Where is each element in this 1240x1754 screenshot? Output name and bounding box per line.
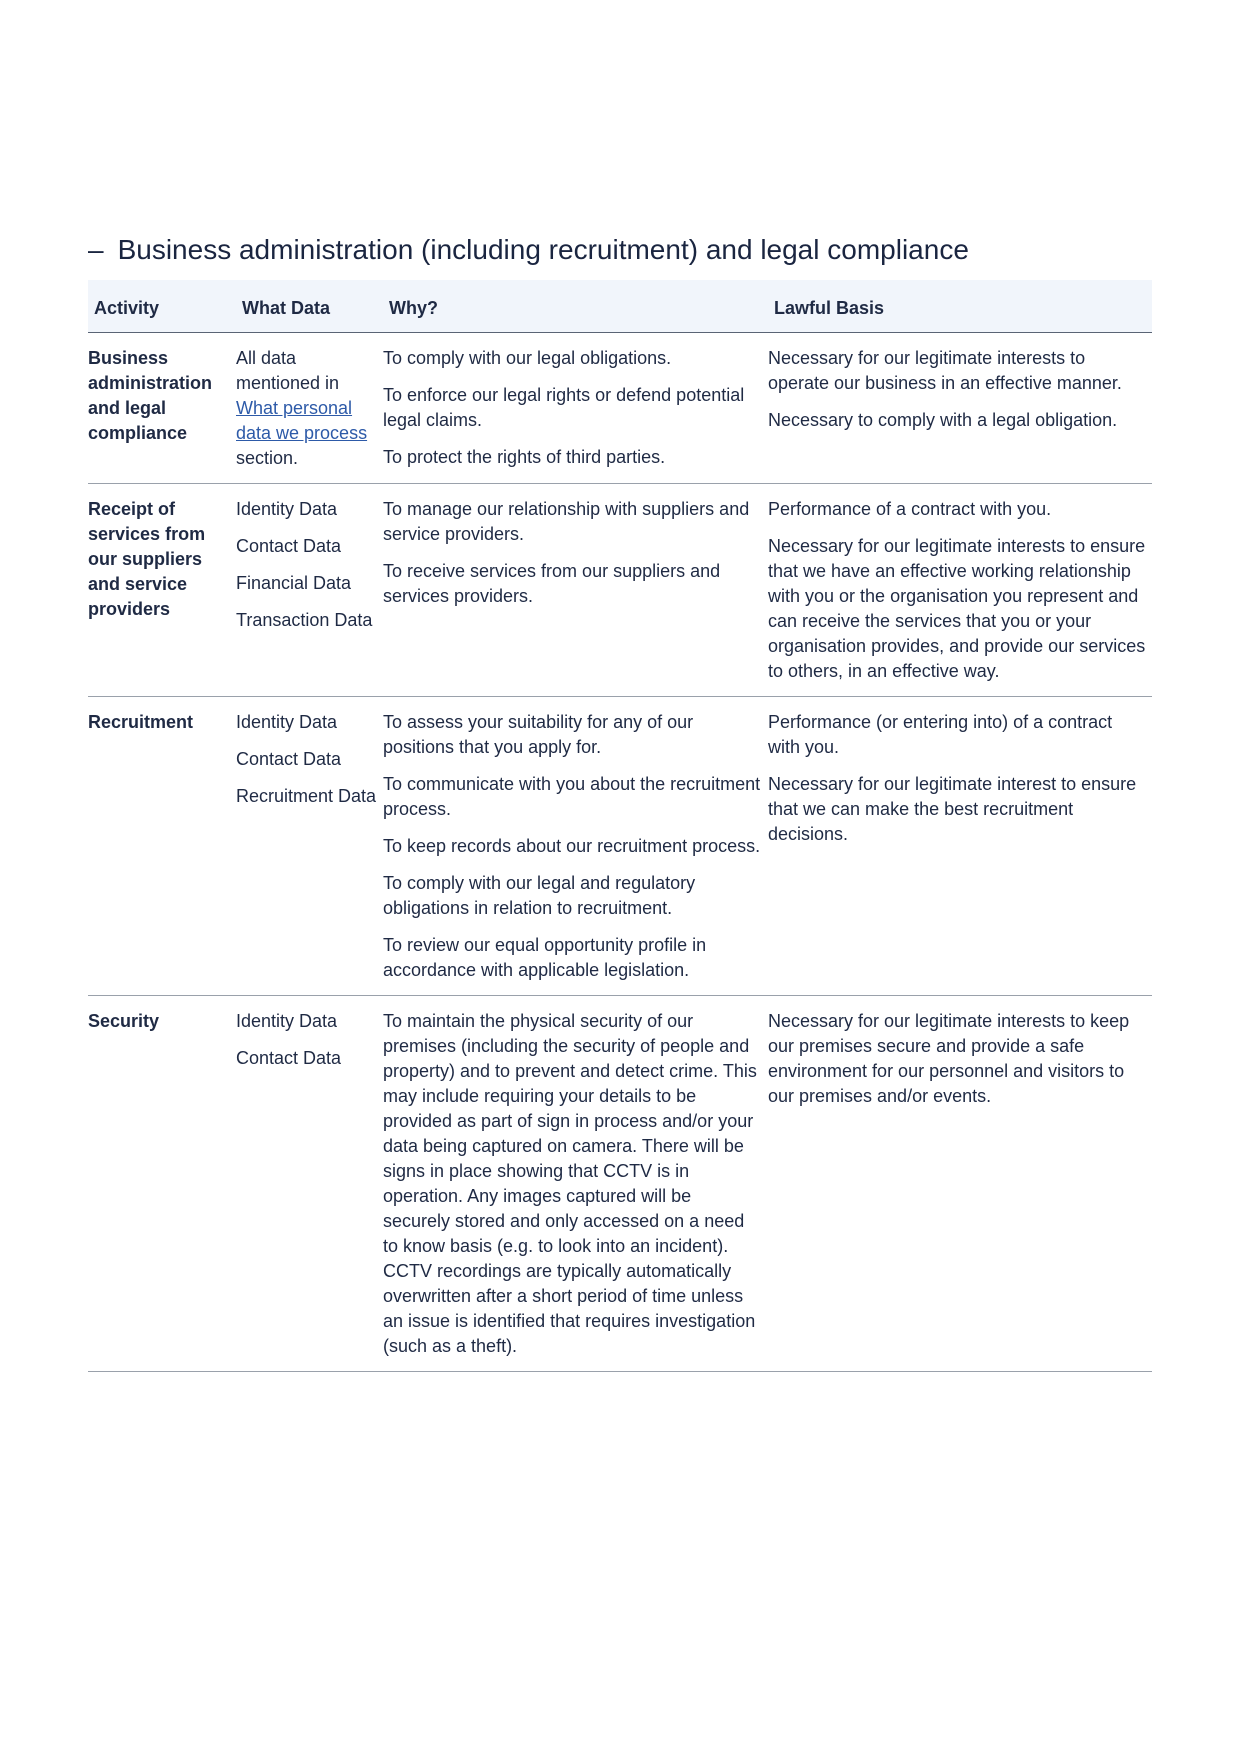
why-paragraph: To maintain the physical security of our premises (including the security of people and property) and to prevent and detect crime. This may include requiring your details to be provided as part of sign in process and/or your data being captured on camera. There will be signs in place showing that CCTV is in operation. Any images captured will be securely stored and only accessed on a need to know basis (e.g. to look into an incident). CCTV recordings are typically automatically overwritten after a short period of time unless an issue is identified that requires investigation (such as a theft). xyxy=(383,1011,757,1356)
why-cell xyxy=(383,484,768,697)
activity-cell: Receipt of services from our suppliers and service providers xyxy=(88,484,236,697)
table-row xyxy=(88,996,1152,1372)
why-paragraph: To receive services from our suppliers and services providers. xyxy=(383,561,721,606)
why-paragraph: To communicate with you about the recruitment process. xyxy=(383,774,761,819)
heading-title: Business administration (including recruitment) and legal compliance xyxy=(117,234,969,265)
lawful-basis-paragraph: Necessary for our legitimate interests to ensure that we have an effective working relationship with you or the organisation you represent and can receive the services that you or your organisation provides, and provide our services to others, in an effective way. xyxy=(768,536,1146,681)
lawful-basis-cell xyxy=(768,697,1152,996)
table-header xyxy=(88,280,1152,333)
data-category: Financial Data xyxy=(236,573,352,593)
data-category: Contact Data xyxy=(236,536,342,556)
what-data-text: All data mentioned in xyxy=(236,348,340,393)
what-data-text: section. xyxy=(236,448,299,468)
header-row xyxy=(88,280,1152,333)
heading-dash: – xyxy=(88,234,104,265)
lawful-basis-cell xyxy=(768,333,1152,484)
why-paragraph: To protect the rights of third parties. xyxy=(383,447,666,467)
lawful-basis-paragraph: Necessary for our legitimate interest to ensure that we can make the best recruitment decisions. xyxy=(768,774,1137,844)
activity-cell: Recruitment xyxy=(88,697,236,996)
activity-cell: Business administration and legal compliance xyxy=(88,333,236,484)
why-paragraph: To keep records about our recruitment process. xyxy=(383,836,761,856)
activity-cell: Security xyxy=(88,996,236,1372)
header-why: Why? xyxy=(383,280,768,333)
lawful-basis-paragraph: Performance of a contract with you. xyxy=(768,499,1052,519)
lawful-basis-paragraph: Necessary for our legitimate interests to keep our premises secure and provide a safe environment for our personnel and visitors to our premises and/or events. xyxy=(768,1011,1130,1106)
table-row xyxy=(88,484,1152,697)
why-paragraph: To enforce our legal rights or defend potential legal claims. xyxy=(383,385,745,430)
processing-table xyxy=(88,280,1152,1372)
data-category: Identity Data xyxy=(236,499,338,519)
why-cell xyxy=(383,697,768,996)
data-category: Transaction Data xyxy=(236,610,373,630)
why-paragraph: To review our equal opportunity profile in accordance with applicable legislation. xyxy=(383,935,707,980)
why-cell xyxy=(383,996,768,1372)
why-paragraph: To comply with our legal and regulatory obligations in relation to recruitment. xyxy=(383,873,696,918)
data-category: Identity Data xyxy=(236,1011,338,1031)
lawful-basis-paragraph: Performance (or entering into) of a contract with you. xyxy=(768,712,1113,757)
lawful-basis-paragraph: Necessary for our legitimate interests to operate our business in an effective manner. xyxy=(768,348,1122,393)
table-row xyxy=(88,333,1152,484)
why-paragraph: To assess your suitability for any of our positions that you apply for. xyxy=(383,712,694,757)
why-cell xyxy=(383,333,768,484)
why-paragraph: To manage our relationship with suppliers and service providers. xyxy=(383,499,750,544)
data-category: Identity Data xyxy=(236,712,338,732)
lawful-basis-paragraph: Necessary to comply with a legal obligation. xyxy=(768,410,1118,430)
what-data-cell xyxy=(236,484,383,697)
table-body xyxy=(88,333,1152,1372)
data-category: Contact Data xyxy=(236,1048,342,1068)
lawful-basis-cell xyxy=(768,484,1152,697)
header-activity: Activity xyxy=(88,280,236,333)
section-heading xyxy=(88,234,1148,266)
what-data-cell xyxy=(236,697,383,996)
table-row xyxy=(88,697,1152,996)
header-what-data: What Data xyxy=(236,280,383,333)
what-data-cell xyxy=(236,996,383,1372)
why-paragraph: To comply with our legal obligations. xyxy=(383,348,672,368)
what-data-cell xyxy=(236,333,383,484)
lawful-basis-cell xyxy=(768,996,1152,1372)
what-personal-data-link[interactable]: What personal data we process xyxy=(236,398,368,443)
data-category: Contact Data xyxy=(236,749,342,769)
data-category: Recruitment Data xyxy=(236,786,377,806)
header-lawful-basis: Lawful Basis xyxy=(768,280,1152,333)
